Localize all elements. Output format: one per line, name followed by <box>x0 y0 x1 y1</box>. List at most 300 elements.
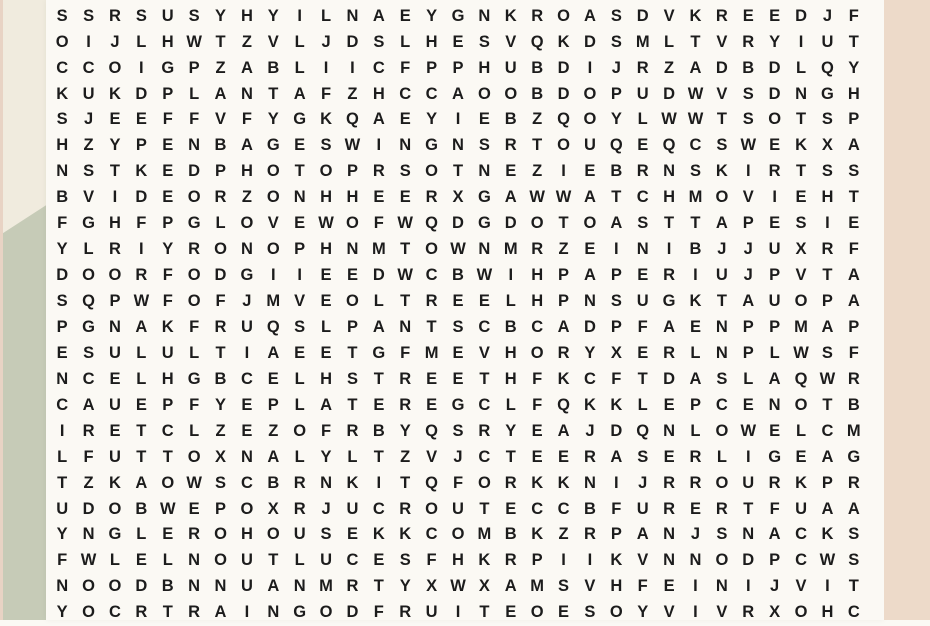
grid-letter-r20-c12[interactable]: U <box>346 499 359 518</box>
grid-letter-r20-c28[interactable]: F <box>769 499 780 518</box>
grid-letter-r4-c16[interactable]: A <box>452 84 464 103</box>
grid-letter-r1-c1[interactable]: S <box>56 6 68 25</box>
grid-letter-r10-c24[interactable]: I <box>666 240 672 259</box>
grid-letter-r15-c26[interactable]: S <box>716 369 728 388</box>
grid-letter-r5-c31[interactable]: P <box>848 110 860 129</box>
grid-letter-r12-c8[interactable]: J <box>242 292 252 311</box>
grid-letter-r19-c20[interactable]: K <box>557 473 570 492</box>
grid-letter-r9-c6[interactable]: G <box>187 214 201 233</box>
grid-letter-r10-c28[interactable]: U <box>768 240 781 259</box>
grid-letter-r3-c2[interactable]: C <box>82 58 95 77</box>
grid-letter-r12-c14[interactable]: T <box>400 292 411 311</box>
grid-letter-r4-c23[interactable]: U <box>636 84 649 103</box>
grid-letter-r18-c24[interactable]: E <box>663 447 675 466</box>
grid-letter-r4-c12[interactable]: Z <box>347 84 358 103</box>
grid-letter-r2-c12[interactable]: D <box>346 32 359 51</box>
grid-letter-r5-c11[interactable]: K <box>320 110 333 129</box>
grid-letter-r10-c17[interactable]: N <box>478 240 491 259</box>
grid-letter-r1-c4[interactable]: S <box>135 6 147 25</box>
grid-letter-r12-c3[interactable]: P <box>109 292 121 311</box>
grid-letter-r2-c17[interactable]: S <box>478 32 490 51</box>
grid-letter-r19-c18[interactable]: R <box>504 473 517 492</box>
grid-letter-r3-c28[interactable]: D <box>768 58 781 77</box>
grid-letter-r19-c27[interactable]: U <box>742 473 755 492</box>
grid-letter-r23-c14[interactable]: Y <box>399 577 411 596</box>
grid-letter-r11-c16[interactable]: B <box>452 266 464 285</box>
grid-letter-r12-c9[interactable]: M <box>266 292 281 311</box>
grid-letter-r22-c16[interactable]: H <box>452 551 464 570</box>
grid-letter-r18-c11[interactable]: Y <box>320 447 332 466</box>
grid-letter-r11-c19[interactable]: H <box>531 266 544 285</box>
grid-letter-r19-c11[interactable]: N <box>320 473 333 492</box>
grid-letter-r18-c8[interactable]: N <box>240 447 253 466</box>
grid-letter-r14-c8[interactable]: I <box>244 343 250 362</box>
grid-letter-r10-c20[interactable]: Z <box>558 240 569 259</box>
grid-letter-r18-c26[interactable]: L <box>716 447 727 466</box>
grid-letter-r13-c31[interactable]: P <box>848 317 860 336</box>
grid-letter-r20-c31[interactable]: A <box>847 499 860 518</box>
grid-letter-r19-c9[interactable]: B <box>267 473 280 492</box>
grid-letter-r15-c10[interactable]: L <box>294 369 305 388</box>
grid-letter-r6-c20[interactable]: O <box>557 136 570 155</box>
grid-letter-r22-c8[interactable]: U <box>240 551 253 570</box>
grid-letter-r12-c23[interactable]: U <box>636 292 649 311</box>
grid-letter-r1-c6[interactable]: S <box>188 6 200 25</box>
grid-letter-r2-c23[interactable]: M <box>635 32 650 51</box>
grid-letter-r19-c12[interactable]: K <box>346 473 359 492</box>
grid-letter-r5-c8[interactable]: F <box>241 110 252 129</box>
grid-letter-r21-c28[interactable]: A <box>768 525 781 544</box>
grid-letter-r1-c16[interactable]: G <box>451 6 465 25</box>
grid-letter-r7-c18[interactable]: E <box>505 162 517 181</box>
grid-letter-r17-c14[interactable]: Y <box>399 421 411 440</box>
grid-letter-r3-c19[interactable]: B <box>531 58 544 77</box>
grid-letter-r9-c29[interactable]: S <box>795 214 807 233</box>
grid-letter-r15-c3[interactable]: E <box>109 369 121 388</box>
grid-letter-r13-c26[interactable]: N <box>715 317 728 336</box>
grid-letter-r13-c1[interactable]: P <box>56 317 68 336</box>
grid-letter-r11-c3[interactable]: O <box>108 266 122 285</box>
grid-letter-r15-c2[interactable]: C <box>82 369 95 388</box>
grid-letter-r2-c31[interactable]: T <box>848 32 859 51</box>
grid-letter-r17-c29[interactable]: L <box>795 421 807 440</box>
grid-letter-r16-c18[interactable]: L <box>505 395 516 414</box>
grid-letter-r14-c19[interactable]: O <box>530 343 544 362</box>
grid-letter-r19-c19[interactable]: K <box>531 473 544 492</box>
grid-letter-r5-c19[interactable]: Z <box>532 110 543 129</box>
grid-letter-r6-c21[interactable]: U <box>583 136 596 155</box>
grid-letter-r9-c21[interactable]: O <box>583 214 597 233</box>
grid-letter-r3-c11[interactable]: I <box>323 58 329 77</box>
grid-letter-r22-c22[interactable]: K <box>610 551 623 570</box>
grid-letter-r13-c19[interactable]: C <box>531 317 544 336</box>
grid-letter-r4-c22[interactable]: P <box>610 84 622 103</box>
grid-letter-r4-c21[interactable]: O <box>583 84 597 103</box>
grid-letter-r9-c8[interactable]: O <box>240 214 254 233</box>
grid-letter-r1-c10[interactable]: I <box>297 6 302 25</box>
grid-letter-r24-c7[interactable]: A <box>214 603 227 622</box>
grid-letter-r16-c27[interactable]: E <box>742 395 754 414</box>
grid-letter-r23-c2[interactable]: O <box>82 577 95 596</box>
grid-letter-r10-c7[interactable]: O <box>214 240 227 259</box>
grid-letter-r24-c9[interactable]: N <box>267 603 280 622</box>
grid-letter-r7-c14[interactable]: S <box>399 162 411 181</box>
grid-letter-r19-c28[interactable]: R <box>768 473 781 492</box>
grid-letter-r20-c1[interactable]: U <box>56 499 69 518</box>
grid-letter-r8-c3[interactable]: I <box>112 188 118 207</box>
grid-letter-r12-c25[interactable]: K <box>689 292 702 311</box>
grid-letter-r14-c29[interactable]: W <box>793 343 809 362</box>
grid-letter-r9-c2[interactable]: G <box>82 214 95 233</box>
grid-letter-r3-c13[interactable]: C <box>372 58 385 77</box>
grid-letter-r2-c29[interactable]: I <box>798 32 804 51</box>
grid-letter-r4-c1[interactable]: K <box>56 84 69 103</box>
grid-letter-r6-c17[interactable]: S <box>478 136 490 155</box>
grid-letter-r19-c1[interactable]: T <box>57 473 68 492</box>
grid-letter-r20-c27[interactable]: T <box>743 499 754 518</box>
grid-letter-r3-c4[interactable]: I <box>139 58 144 77</box>
grid-letter-r7-c22[interactable]: B <box>610 162 623 181</box>
grid-letter-r17-c17[interactable]: R <box>478 421 491 440</box>
grid-letter-r6-c12[interactable]: W <box>344 136 361 155</box>
grid-letter-r18-c17[interactable]: C <box>478 447 491 466</box>
grid-letter-r6-c26[interactable]: S <box>716 136 728 155</box>
grid-letter-r11-c5[interactable]: F <box>162 266 173 285</box>
grid-letter-r2-c8[interactable]: Z <box>241 32 252 51</box>
grid-letter-r19-c25[interactable]: R <box>689 473 702 492</box>
grid-letter-r1-c14[interactable]: E <box>399 6 411 25</box>
grid-letter-r14-c23[interactable]: E <box>637 343 649 362</box>
grid-letter-r17-c9[interactable]: Z <box>268 421 279 440</box>
grid-letter-r12-c26[interactable]: T <box>716 292 727 311</box>
grid-letter-r22-c6[interactable]: N <box>188 551 201 570</box>
grid-letter-r20-c2[interactable]: D <box>82 499 95 518</box>
grid-letter-r17-c24[interactable]: N <box>663 421 676 440</box>
grid-letter-r10-c4[interactable]: I <box>139 240 144 259</box>
grid-letter-r16-c9[interactable]: P <box>267 395 279 414</box>
grid-letter-r1-c30[interactable]: J <box>822 6 832 25</box>
grid-letter-r6-c24[interactable]: Q <box>662 136 676 155</box>
grid-letter-r9-c28[interactable]: E <box>769 214 781 233</box>
grid-letter-r17-c19[interactable]: E <box>531 421 543 440</box>
grid-letter-r10-c8[interactable]: N <box>240 240 253 259</box>
grid-letter-r17-c10[interactable]: O <box>293 421 307 440</box>
grid-letter-r10-c14[interactable]: T <box>400 240 411 259</box>
grid-letter-r4-c8[interactable]: N <box>240 84 253 103</box>
grid-letter-r24-c28[interactable]: X <box>769 603 781 622</box>
grid-letter-r14-c4[interactable]: L <box>136 343 147 362</box>
grid-letter-r7-c10[interactable]: T <box>294 162 305 181</box>
grid-letter-r2-c14[interactable]: L <box>400 32 411 51</box>
grid-letter-r11-c22[interactable]: P <box>610 266 622 285</box>
grid-letter-r9-c3[interactable]: H <box>109 214 121 233</box>
grid-letter-r10-c31[interactable]: F <box>848 240 859 259</box>
grid-letter-r20-c24[interactable]: R <box>663 499 676 518</box>
grid-letter-r6-c22[interactable]: Q <box>609 136 623 155</box>
grid-letter-r14-c27[interactable]: P <box>742 343 754 362</box>
grid-letter-r10-c23[interactable]: N <box>636 240 649 259</box>
grid-letter-r1-c31[interactable]: F <box>848 6 859 25</box>
grid-letter-r8-c2[interactable]: V <box>83 188 95 207</box>
grid-letter-r10-c22[interactable]: I <box>614 240 619 259</box>
grid-letter-r20-c20[interactable]: C <box>557 499 570 518</box>
grid-letter-r6-c25[interactable]: C <box>689 136 702 155</box>
grid-letter-r13-c16[interactable]: S <box>452 317 464 336</box>
grid-letter-r16-c22[interactable]: K <box>610 395 623 414</box>
grid-letter-r21-c17[interactable]: M <box>477 525 492 544</box>
grid-letter-r23-c26[interactable]: N <box>715 577 728 596</box>
grid-letter-r8-c10[interactable]: N <box>293 188 306 207</box>
grid-letter-r1-c17[interactable]: N <box>478 6 491 25</box>
grid-letter-r24-c4[interactable]: R <box>135 603 148 622</box>
grid-letter-r20-c13[interactable]: C <box>372 499 385 518</box>
grid-letter-r13-c11[interactable]: L <box>321 317 332 336</box>
grid-letter-r11-c10[interactable]: I <box>297 266 302 285</box>
grid-letter-r24-c22[interactable]: O <box>609 603 623 622</box>
grid-letter-r7-c16[interactable]: T <box>452 162 464 181</box>
grid-letter-r2-c9[interactable]: V <box>267 32 279 51</box>
grid-letter-r7-c2[interactable]: S <box>83 162 95 181</box>
grid-letter-r6-c27[interactable]: W <box>740 136 757 155</box>
grid-letter-r17-c6[interactable]: L <box>189 421 200 440</box>
grid-letter-r5-c15[interactable]: Y <box>426 110 438 129</box>
grid-letter-r15-c30[interactable]: W <box>819 369 836 388</box>
grid-letter-r5-c17[interactable]: E <box>478 110 490 129</box>
grid-letter-r24-c8[interactable]: I <box>244 603 250 622</box>
grid-letter-r15-c24[interactable]: D <box>663 369 676 388</box>
grid-letter-r21-c22[interactable]: P <box>610 525 622 544</box>
grid-letter-r21-c25[interactable]: J <box>690 525 701 544</box>
grid-letter-r22-c13[interactable]: E <box>373 551 385 570</box>
grid-letter-r15-c1[interactable]: N <box>56 369 69 388</box>
grid-letter-r23-c27[interactable]: I <box>745 577 751 596</box>
grid-letter-r5-c13[interactable]: A <box>372 110 385 129</box>
grid-letter-r13-c20[interactable]: A <box>557 317 570 336</box>
grid-letter-r23-c15[interactable]: X <box>426 577 438 596</box>
grid-letter-r10-c15[interactable]: O <box>425 240 439 259</box>
grid-letter-r17-c12[interactable]: R <box>346 421 359 440</box>
grid-letter-r1-c9[interactable]: Y <box>267 6 279 25</box>
grid-letter-r21-c26[interactable]: S <box>716 525 728 544</box>
grid-letter-r15-c5[interactable]: H <box>161 369 174 388</box>
grid-letter-r1-c28[interactable]: E <box>769 6 781 25</box>
grid-letter-r15-c23[interactable]: T <box>637 369 648 388</box>
grid-letter-r22-c24[interactable]: N <box>663 551 676 570</box>
grid-letter-r14-c30[interactable]: S <box>821 343 833 362</box>
grid-letter-r4-c9[interactable]: T <box>268 84 279 103</box>
grid-letter-r13-c7[interactable]: R <box>214 317 227 336</box>
grid-letter-r14-c24[interactable]: R <box>663 343 676 362</box>
grid-letter-r10-c25[interactable]: B <box>689 240 702 259</box>
grid-letter-r17-c1[interactable]: I <box>59 421 65 440</box>
grid-letter-r9-c14[interactable]: W <box>397 214 413 233</box>
grid-letter-r6-c3[interactable]: Y <box>109 136 121 155</box>
grid-letter-r2-c6[interactable]: W <box>186 32 202 51</box>
grid-letter-r14-c2[interactable]: S <box>83 343 95 362</box>
grid-letter-r15-c17[interactable]: T <box>479 369 490 388</box>
grid-letter-r9-c26[interactable]: A <box>715 214 728 233</box>
grid-letter-r24-c29[interactable]: O <box>794 603 808 622</box>
grid-letter-r11-c25[interactable]: I <box>693 266 698 285</box>
grid-letter-r7-c13[interactable]: R <box>372 162 385 181</box>
grid-letter-r20-c6[interactable]: E <box>188 499 200 518</box>
grid-letter-r2-c20[interactable]: K <box>557 32 570 51</box>
grid-letter-r6-c18[interactable]: R <box>504 136 517 155</box>
grid-letter-r15-c12[interactable]: S <box>346 369 358 388</box>
grid-letter-r18-c30[interactable]: A <box>821 447 834 466</box>
grid-letter-r9-c7[interactable]: L <box>215 214 226 233</box>
grid-letter-r18-c21[interactable]: R <box>583 447 596 466</box>
grid-letter-r18-c25[interactable]: R <box>689 447 702 466</box>
grid-letter-r5-c25[interactable]: W <box>687 110 704 129</box>
grid-letter-r21-c23[interactable]: A <box>636 525 649 544</box>
grid-letter-r15-c7[interactable]: B <box>214 369 227 388</box>
grid-letter-r8-c5[interactable]: E <box>162 188 174 207</box>
grid-letter-r8-c23[interactable]: C <box>636 188 649 207</box>
grid-letter-r18-c19[interactable]: E <box>531 447 543 466</box>
grid-letter-r19-c29[interactable]: K <box>795 473 807 492</box>
grid-letter-r23-c8[interactable]: U <box>240 577 253 596</box>
grid-letter-r8-c18[interactable]: A <box>504 188 517 207</box>
grid-letter-r3-c3[interactable]: O <box>108 58 122 77</box>
grid-letter-r16-c14[interactable]: R <box>399 395 412 414</box>
grid-letter-r9-c31[interactable]: E <box>848 214 860 233</box>
grid-letter-r4-c2[interactable]: U <box>82 84 95 103</box>
grid-letter-r20-c30[interactable]: A <box>821 499 834 518</box>
grid-letter-r21-c24[interactable]: N <box>663 525 676 544</box>
grid-letter-r5-c16[interactable]: I <box>455 110 461 129</box>
grid-letter-r1-c8[interactable]: H <box>240 6 253 25</box>
grid-letter-r12-c31[interactable]: A <box>847 292 860 311</box>
grid-letter-r14-c18[interactable]: H <box>504 343 517 362</box>
grid-letter-r13-c9[interactable]: Q <box>266 317 280 336</box>
grid-letter-r11-c2[interactable]: O <box>82 266 95 285</box>
grid-letter-r12-c17[interactable]: E <box>478 292 490 311</box>
grid-letter-r12-c5[interactable]: F <box>162 292 173 311</box>
grid-letter-r18-c2[interactable]: F <box>83 447 94 466</box>
grid-letter-r18-c29[interactable]: E <box>795 447 807 466</box>
grid-letter-r11-c24[interactable]: R <box>663 266 676 285</box>
grid-letter-r21-c31[interactable]: S <box>848 525 860 544</box>
grid-letter-r16-c12[interactable]: T <box>347 395 358 414</box>
grid-letter-r16-c19[interactable]: F <box>532 395 543 414</box>
grid-letter-r15-c18[interactable]: H <box>504 369 517 388</box>
grid-letter-r16-c21[interactable]: K <box>583 395 596 414</box>
grid-letter-r13-c18[interactable]: B <box>504 317 517 336</box>
grid-letter-r10-c3[interactable]: R <box>109 240 121 259</box>
grid-letter-r16-c15[interactable]: E <box>426 395 438 414</box>
grid-letter-r15-c9[interactable]: E <box>267 369 279 388</box>
grid-letter-r7-c25[interactable]: S <box>689 162 701 181</box>
grid-letter-r8-c8[interactable]: Z <box>241 188 252 207</box>
grid-letter-r11-c7[interactable]: D <box>214 266 227 285</box>
grid-letter-r20-c25[interactable]: E <box>689 499 701 518</box>
grid-letter-r20-c14[interactable]: R <box>399 499 412 518</box>
grid-letter-r3-c18[interactable]: U <box>504 58 517 77</box>
grid-letter-r9-c5[interactable]: P <box>162 214 174 233</box>
grid-letter-r15-c16[interactable]: E <box>452 369 464 388</box>
grid-letter-r7-c12[interactable]: P <box>346 162 358 181</box>
grid-letter-r3-c20[interactable]: D <box>557 58 570 77</box>
grid-letter-r13-c25[interactable]: E <box>689 317 701 336</box>
grid-letter-r11-c28[interactable]: P <box>769 266 781 285</box>
grid-letter-r10-c1[interactable]: Y <box>56 240 68 259</box>
grid-letter-r13-c21[interactable]: D <box>583 317 596 336</box>
grid-letter-r3-c31[interactable]: Y <box>848 58 860 77</box>
grid-letter-r21-c29[interactable]: C <box>795 525 807 544</box>
grid-letter-r23-c24[interactable]: E <box>663 577 675 596</box>
grid-letter-r20-c18[interactable]: E <box>505 499 517 518</box>
grid-letter-r18-c7[interactable]: X <box>215 447 227 466</box>
grid-letter-r23-c29[interactable]: V <box>795 577 807 596</box>
grid-letter-r14-c9[interactable]: A <box>267 343 280 362</box>
grid-letter-r21-c3[interactable]: G <box>108 525 122 544</box>
grid-letter-r16-c3[interactable]: U <box>109 395 121 414</box>
grid-letter-r9-c15[interactable]: Q <box>425 214 439 233</box>
grid-letter-r1-c18[interactable]: K <box>504 6 517 25</box>
grid-letter-r5-c18[interactable]: B <box>504 110 517 129</box>
grid-letter-r7-c21[interactable]: E <box>584 162 596 181</box>
grid-letter-r23-c20[interactable]: S <box>558 577 570 596</box>
grid-letter-r16-c7[interactable]: Y <box>215 395 227 414</box>
grid-letter-r11-c9[interactable]: I <box>270 266 276 285</box>
grid-letter-r14-c20[interactable]: R <box>557 343 570 362</box>
grid-letter-r21-c16[interactable]: O <box>451 525 465 544</box>
grid-letter-r22-c19[interactable]: P <box>531 551 543 570</box>
grid-letter-r3-c8[interactable]: A <box>240 58 253 77</box>
grid-letter-r9-c22[interactable]: A <box>610 214 623 233</box>
grid-letter-r8-c7[interactable]: R <box>214 188 227 207</box>
grid-letter-r23-c5[interactable]: B <box>161 577 174 596</box>
grid-letter-r5-c26[interactable]: T <box>716 110 727 129</box>
grid-letter-r3-c16[interactable]: P <box>452 58 464 77</box>
grid-letter-r21-c9[interactable]: O <box>266 525 280 544</box>
grid-letter-r22-c3[interactable]: L <box>109 551 120 570</box>
grid-letter-r24-c30[interactable]: H <box>821 603 834 622</box>
grid-letter-r20-c22[interactable]: F <box>611 499 622 518</box>
grid-letter-r23-c9[interactable]: A <box>267 577 280 596</box>
grid-letter-r24-c2[interactable]: O <box>82 603 95 622</box>
grid-letter-r18-c23[interactable]: S <box>637 447 649 466</box>
grid-letter-r6-c7[interactable]: B <box>214 136 227 155</box>
grid-letter-r17-c4[interactable]: T <box>136 421 147 440</box>
grid-letter-r17-c21[interactable]: J <box>585 421 595 440</box>
grid-letter-r12-c22[interactable]: S <box>610 292 622 311</box>
grid-letter-r16-c29[interactable]: O <box>794 395 808 414</box>
grid-letter-r11-c4[interactable]: R <box>135 266 148 285</box>
grid-letter-r21-c21[interactable]: R <box>583 525 596 544</box>
grid-letter-r9-c13[interactable]: F <box>373 214 384 233</box>
grid-letter-r9-c27[interactable]: P <box>742 214 754 233</box>
grid-letter-r14-c14[interactable]: F <box>400 343 411 362</box>
grid-letter-r14-c1[interactable]: E <box>56 343 68 362</box>
grid-letter-r11-c15[interactable]: C <box>425 266 438 285</box>
grid-letter-r13-c12[interactable]: P <box>346 317 358 336</box>
grid-letter-r5-c24[interactable]: W <box>661 110 677 129</box>
grid-letter-r18-c10[interactable]: L <box>294 447 305 466</box>
grid-letter-r22-c5[interactable]: L <box>162 551 173 570</box>
grid-letter-r8-c25[interactable]: M <box>688 188 703 207</box>
grid-letter-r19-c16[interactable]: F <box>452 473 464 492</box>
grid-letter-r8-c4[interactable]: D <box>135 188 148 207</box>
grid-letter-r10-c13[interactable]: M <box>371 240 386 259</box>
grid-letter-r11-c8[interactable]: G <box>240 266 254 285</box>
grid-letter-r24-c13[interactable]: F <box>373 603 384 622</box>
grid-letter-r2-c1[interactable]: O <box>55 32 69 51</box>
grid-letter-r20-c11[interactable]: J <box>321 499 331 518</box>
grid-letter-r10-c11[interactable]: H <box>320 240 333 259</box>
grid-letter-r1-c12[interactable]: N <box>346 6 359 25</box>
